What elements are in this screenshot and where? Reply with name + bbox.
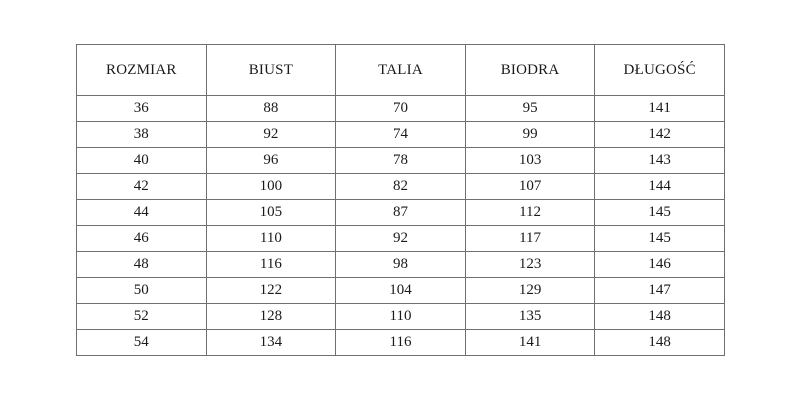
cell-size: 40 [77, 148, 207, 174]
header-cell-hips: BIODRA [465, 45, 595, 96]
cell-waist: 98 [336, 252, 466, 278]
table-row [77, 252, 725, 278]
size-chart-table [76, 44, 725, 356]
cell-length: 145 [595, 226, 725, 252]
cell-hips: 123 [465, 252, 595, 278]
cell-waist: 78 [336, 148, 466, 174]
cell-bust: 134 [206, 330, 336, 356]
cell-waist: 104 [336, 278, 466, 304]
cell-bust: 116 [206, 252, 336, 278]
cell-size: 38 [77, 122, 207, 148]
cell-length: 141 [595, 96, 725, 122]
table-body [77, 96, 725, 356]
cell-size: 36 [77, 96, 207, 122]
cell-hips: 103 [465, 148, 595, 174]
cell-size: 44 [77, 200, 207, 226]
cell-length: 148 [595, 304, 725, 330]
cell-bust: 122 [206, 278, 336, 304]
cell-hips: 141 [465, 330, 595, 356]
table-row [77, 174, 725, 200]
cell-size: 52 [77, 304, 207, 330]
cell-waist: 74 [336, 122, 466, 148]
cell-size: 54 [77, 330, 207, 356]
cell-hips: 99 [465, 122, 595, 148]
cell-bust: 100 [206, 174, 336, 200]
table-row [77, 200, 725, 226]
table-row [77, 96, 725, 122]
cell-bust: 110 [206, 226, 336, 252]
header-cell-bust: BIUST [206, 45, 336, 96]
cell-length: 144 [595, 174, 725, 200]
cell-bust: 96 [206, 148, 336, 174]
cell-size: 48 [77, 252, 207, 278]
header-cell-waist: TALIA [336, 45, 466, 96]
cell-waist: 116 [336, 330, 466, 356]
cell-waist: 110 [336, 304, 466, 330]
cell-hips: 95 [465, 96, 595, 122]
cell-hips: 112 [465, 200, 595, 226]
cell-length: 142 [595, 122, 725, 148]
cell-length: 145 [595, 200, 725, 226]
cell-bust: 88 [206, 96, 336, 122]
table-row [77, 278, 725, 304]
cell-length: 147 [595, 278, 725, 304]
table-row [77, 304, 725, 330]
cell-size: 50 [77, 278, 207, 304]
cell-waist: 92 [336, 226, 466, 252]
cell-bust: 105 [206, 200, 336, 226]
cell-hips: 135 [465, 304, 595, 330]
header-cell-size: ROZMIAR [77, 45, 207, 96]
cell-size: 42 [77, 174, 207, 200]
table-row [77, 122, 725, 148]
cell-waist: 87 [336, 200, 466, 226]
cell-waist: 70 [336, 96, 466, 122]
cell-length: 143 [595, 148, 725, 174]
header-cell-length: DŁUGOŚĆ [595, 45, 725, 96]
table-row [77, 226, 725, 252]
cell-size: 46 [77, 226, 207, 252]
cell-hips: 107 [465, 174, 595, 200]
table-header [77, 45, 725, 96]
cell-length: 146 [595, 252, 725, 278]
cell-hips: 117 [465, 226, 595, 252]
cell-bust: 128 [206, 304, 336, 330]
cell-length: 148 [595, 330, 725, 356]
cell-hips: 129 [465, 278, 595, 304]
cell-bust: 92 [206, 122, 336, 148]
header-row [77, 45, 725, 96]
table-row [77, 148, 725, 174]
cell-waist: 82 [336, 174, 466, 200]
table-row [77, 330, 725, 356]
